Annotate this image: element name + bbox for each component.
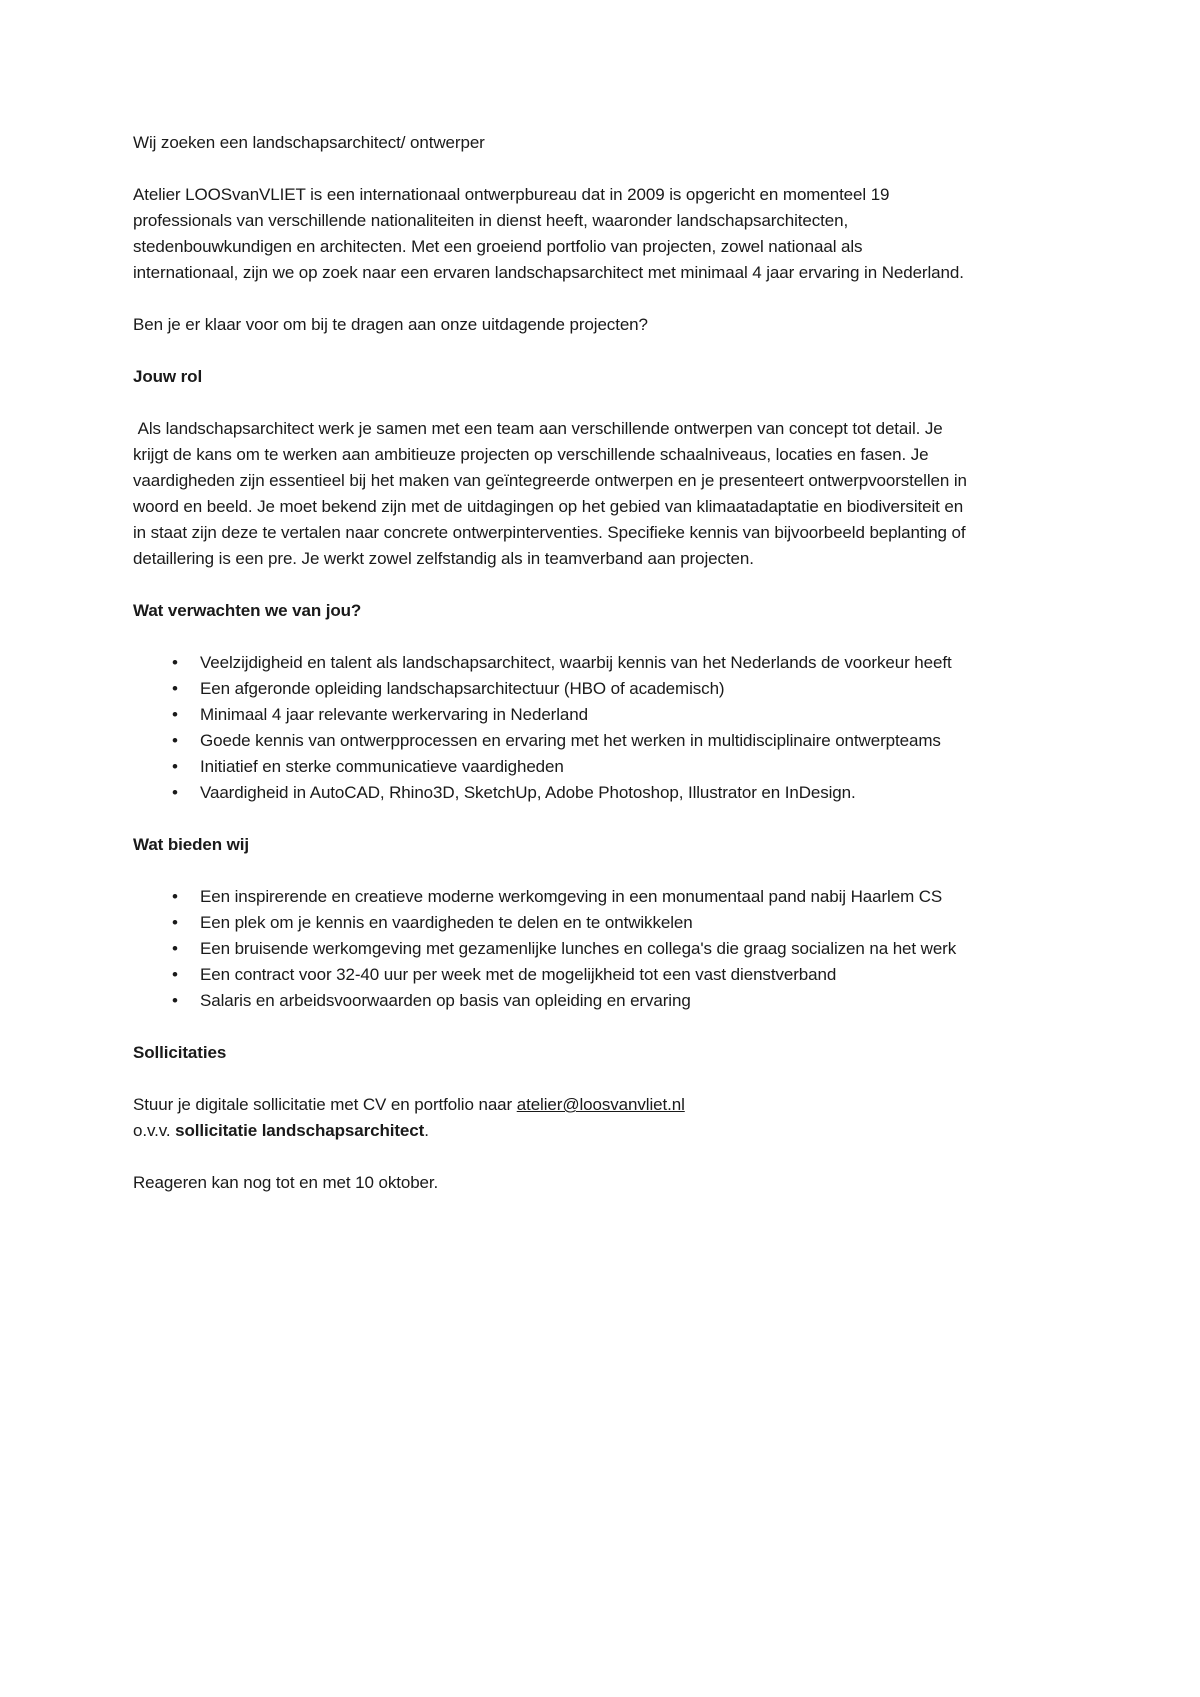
heading-wat-bieden: Wat bieden wij: [133, 835, 250, 854]
list-item: [172, 962, 971, 988]
subject-line-bold: sollicitatie landschapsarchitect: [175, 1121, 425, 1140]
list-item-text: Een inspirerende en creatieve moderne werkomgeving in een monumentaal pand nabij Haarlem CS: [200, 887, 943, 906]
offer-list: [133, 884, 971, 1014]
list-item-text: Veelzijdigheid en talent als landschapsarchitect, waarbij kennis van het Nederlands de voorkeur heeft: [200, 653, 952, 672]
bullet-icon: •: [172, 913, 178, 932]
list-item: [172, 702, 971, 728]
list-item-text: Een bruisende werkomgeving met gezamenlijke lunches en collega's die graag socializen na het werk: [200, 939, 957, 958]
list-item: [172, 780, 971, 806]
bullet-icon: •: [172, 965, 178, 984]
bullet-icon: •: [172, 939, 178, 958]
bullet-icon: •: [172, 731, 178, 750]
apply-text: Stuur je digitale sollicitatie met CV en portfolio naar: [133, 1095, 517, 1114]
ovv-text: o.v.v.: [133, 1121, 176, 1140]
document-title: Wij zoeken een landschapsarchitect/ ontwerper: [133, 133, 485, 152]
list-item-text: Vaardigheid in AutoCAD, Rhino3D, SketchUp, Adobe Photoshop, Illustrator en InDesign.: [200, 783, 856, 802]
heading-sollicitaties: Sollicitaties: [133, 1043, 227, 1062]
question-line: Ben je er klaar voor om bij te dragen aan onze uitdagende projecten?: [133, 315, 648, 334]
list-item-text: Een plek om je kennis en vaardigheden te delen en te ontwikkelen: [200, 913, 693, 932]
list-item-text: Een contract voor 32-40 uur per week met de mogelijkheid tot een vast dienstverband: [200, 965, 837, 984]
bullet-icon: •: [172, 887, 178, 906]
bullet-icon: •: [172, 757, 178, 776]
application-instructions: [133, 1092, 971, 1144]
list-item: [172, 884, 971, 910]
bullet-icon: •: [172, 705, 178, 724]
bullet-icon: •: [172, 679, 178, 698]
deadline-line: Reageren kan nog tot en met 10 oktober.: [133, 1173, 439, 1192]
heading-jouw-rol: Jouw rol: [133, 367, 203, 386]
heading-wat-verwachten: Wat verwachten we van jou?: [133, 601, 362, 620]
list-item-text: Initiatief en sterke communicatieve vaardigheden: [200, 757, 564, 776]
expectations-list: [133, 650, 971, 806]
list-item-text: Minimaal 4 jaar relevante werkervaring in Nederland: [200, 705, 588, 724]
list-item-text: Goede kennis van ontwerpprocessen en ervaring met het werken in multidisciplinaire ontwerpteams: [200, 731, 941, 750]
list-item: [172, 988, 971, 1014]
list-item-text: Een afgeronde opleiding landschapsarchitectuur (HBO of academisch): [200, 679, 725, 698]
intro-paragraph: Atelier LOOSvanVLIET is een internationaal ontwerpbureau dat in 2009 is opgericht en momenteel 19 professionals van verschillende nationaliteiten in dienst heeft, waaronder landschapsarchitecten, stedenbouwkundigen en architecten. Met een groeiend portfolio van projecten, zowel nationaal als internationaal, zijn we op zoek naar een ervaren landschapsarchitect met minimaal 4 jaar ervaring in Nederland.: [133, 185, 964, 282]
bullet-icon: •: [172, 653, 178, 672]
bullet-icon: •: [172, 783, 178, 802]
bullet-icon: •: [172, 991, 178, 1010]
list-item: [172, 754, 971, 780]
list-item: [172, 676, 971, 702]
list-item: [172, 650, 971, 676]
ovv-period: .: [424, 1121, 429, 1140]
document-body: [133, 130, 971, 1222]
email-link[interactable]: atelier@loosvanvliet.nl: [516, 1095, 685, 1114]
list-item: [172, 936, 971, 962]
list-item: [172, 910, 971, 936]
list-item: [172, 728, 971, 754]
role-paragraph: Als landschapsarchitect werk je samen met een team aan verschillende ontwerpen van concept tot detail. Je krijgt de kans om te werken aan ambitieuze projecten op verschillende schaalniveaus, locaties en fasen. Je vaardigheden zijn essentieel bij het maken van geïntegreerde ontwerpen en je presenteert ontwerpvoorstellen in woord en beeld. Je moet bekend zijn met de uitdagingen op het gebied van klimaatadaptatie en biodiversiteit en in staat zijn deze te vertalen naar concrete ontwerpinterventies. Specifieke kennis van bijvoorbeeld beplanting of detaillering is een pre. Je werkt zowel zelfstandig als in teamverband aan projecten.: [133, 419, 972, 568]
list-item-text: Salaris en arbeidsvoorwaarden op basis van opleiding en ervaring: [200, 991, 691, 1010]
